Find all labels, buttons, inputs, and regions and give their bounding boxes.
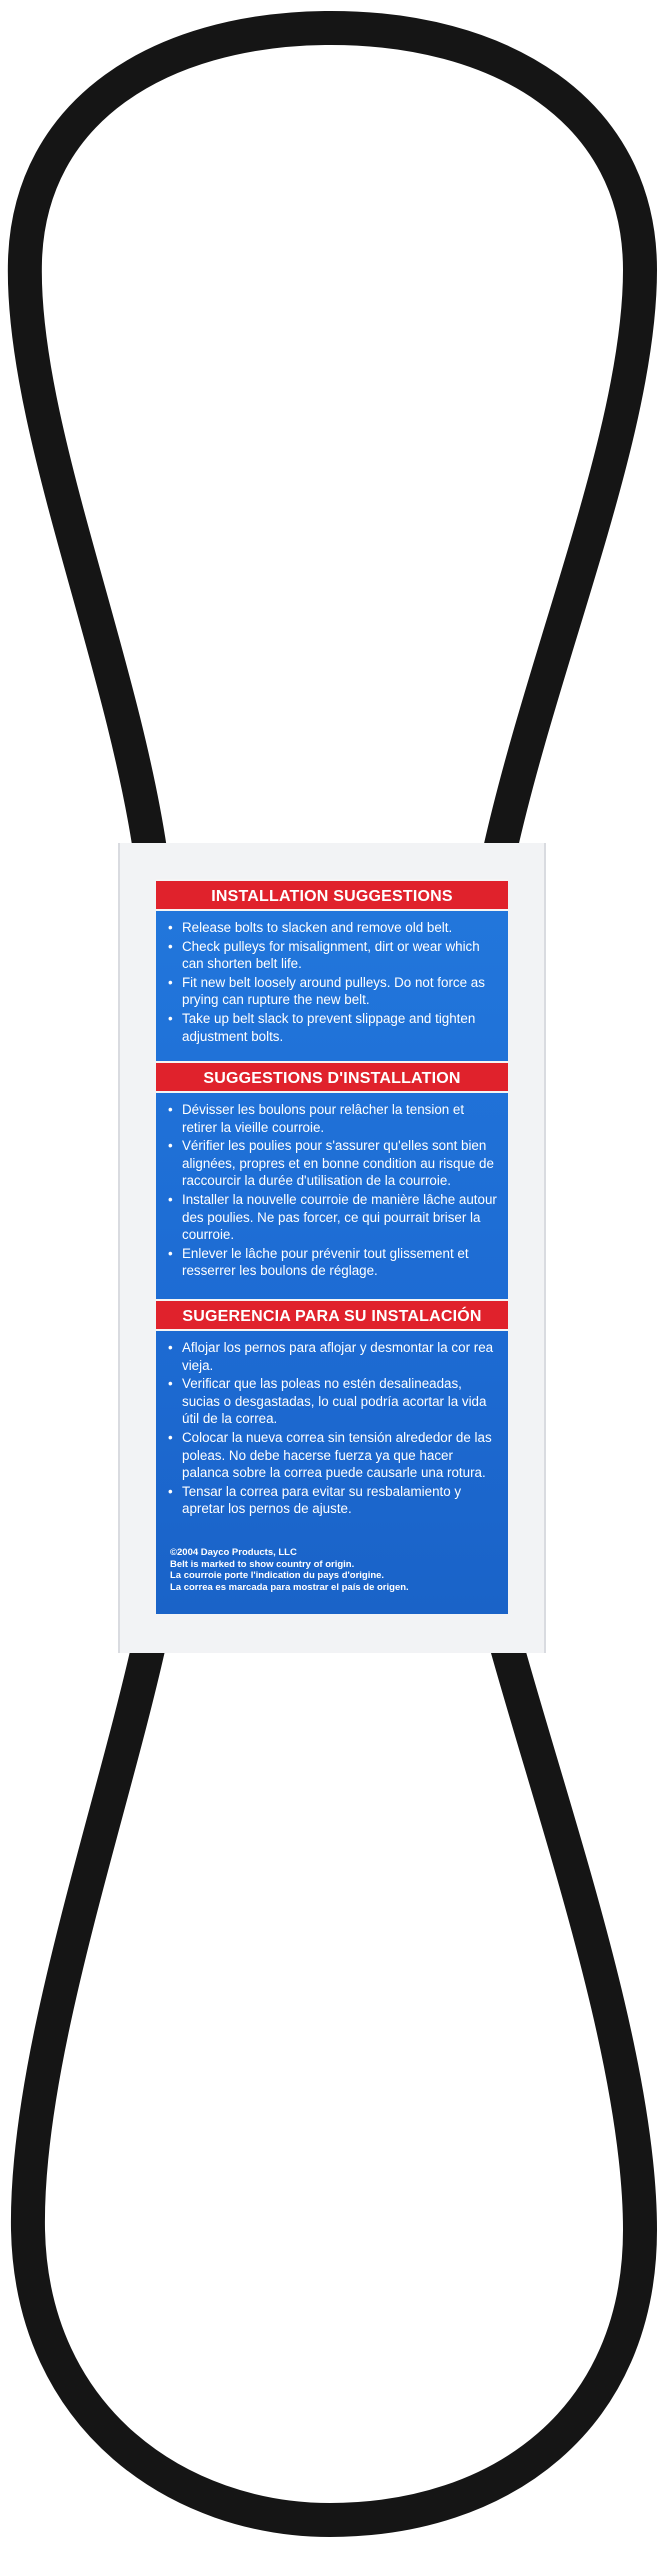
list-item: • Release bolts to slacken and remove old belt. bbox=[168, 919, 498, 937]
list-item: • Enlever le lâche pour prévenir tout glissement et resserrer les boulons de réglage. bbox=[168, 1245, 498, 1280]
origin-note-en: Belt is marked to show country of origin. bbox=[170, 1559, 355, 1570]
list-item: • Verificar que las poleas no estén desalineadas, sucias o desgastadas, lo cual podría acortar la vida útil de la correa. bbox=[168, 1375, 498, 1428]
spanish-heading: SUGERENCIA PARA SU INSTALACIÓN bbox=[156, 1299, 508, 1331]
footer-notes bbox=[170, 1547, 500, 1593]
list-item: • Tensar la correa para evitar su resbalamiento y apretar los pernos de ajuste. bbox=[168, 1483, 498, 1518]
english-list bbox=[156, 911, 508, 1045]
spanish-section bbox=[156, 1299, 508, 1519]
installation-card bbox=[118, 843, 546, 1653]
list-item: • Dévisser les boulons pour relâcher la tension et retirer la vieille courroie. bbox=[168, 1101, 498, 1136]
list-item: • Take up belt slack to prevent slippage and tighten adjustment bolts. bbox=[168, 1010, 498, 1045]
list-item: • Installer la nouvelle courroie de manière lâche autour des poulies. Ne pas forcer, ce qui pourrait briser la courroie. bbox=[168, 1191, 498, 1244]
belt-upper-loop bbox=[25, 28, 640, 850]
list-item: • Fit new belt loosely around pulleys. Do not force as prying can rupture the new belt. bbox=[168, 974, 498, 1009]
french-section bbox=[156, 1061, 508, 1281]
english-heading: INSTALLATION SUGGESTIONS bbox=[156, 879, 508, 911]
instruction-panel bbox=[156, 879, 508, 1614]
belt-lower-loop bbox=[28, 1640, 640, 2520]
origin-note-fr: La courroie porte l'indication du pays d'origine. bbox=[170, 1570, 385, 1582]
spanish-list bbox=[156, 1331, 508, 1518]
list-item: • Check pulleys for misalignment, dirt or wear which can shorten belt life. bbox=[168, 938, 498, 973]
list-item: • Vérifier les poulies pour s'assurer qu'elles sont bien alignées, propres et en bonne condition au risque de raccourcir la durée d'utilisation de la courroie. bbox=[168, 1137, 498, 1190]
french-list bbox=[156, 1093, 508, 1280]
french-heading: SUGGESTIONS D'INSTALLATION bbox=[156, 1061, 508, 1093]
english-section bbox=[156, 879, 508, 1046]
list-item: • Aflojar los pernos para aflojar y desmontar la cor rea vieja. bbox=[168, 1339, 498, 1374]
origin-note-es: La correa es marcada para mostrar el país de origen. bbox=[170, 1581, 409, 1593]
copyright-text: ©2004 Dayco Products, LLC bbox=[170, 1547, 297, 1558]
list-item: • Colocar la nueva correa sin tensión alrededor de las poleas. No debe hacerse fuerza ya que hacer palanca sobre la correa puede causarle una rotura. bbox=[168, 1429, 498, 1482]
